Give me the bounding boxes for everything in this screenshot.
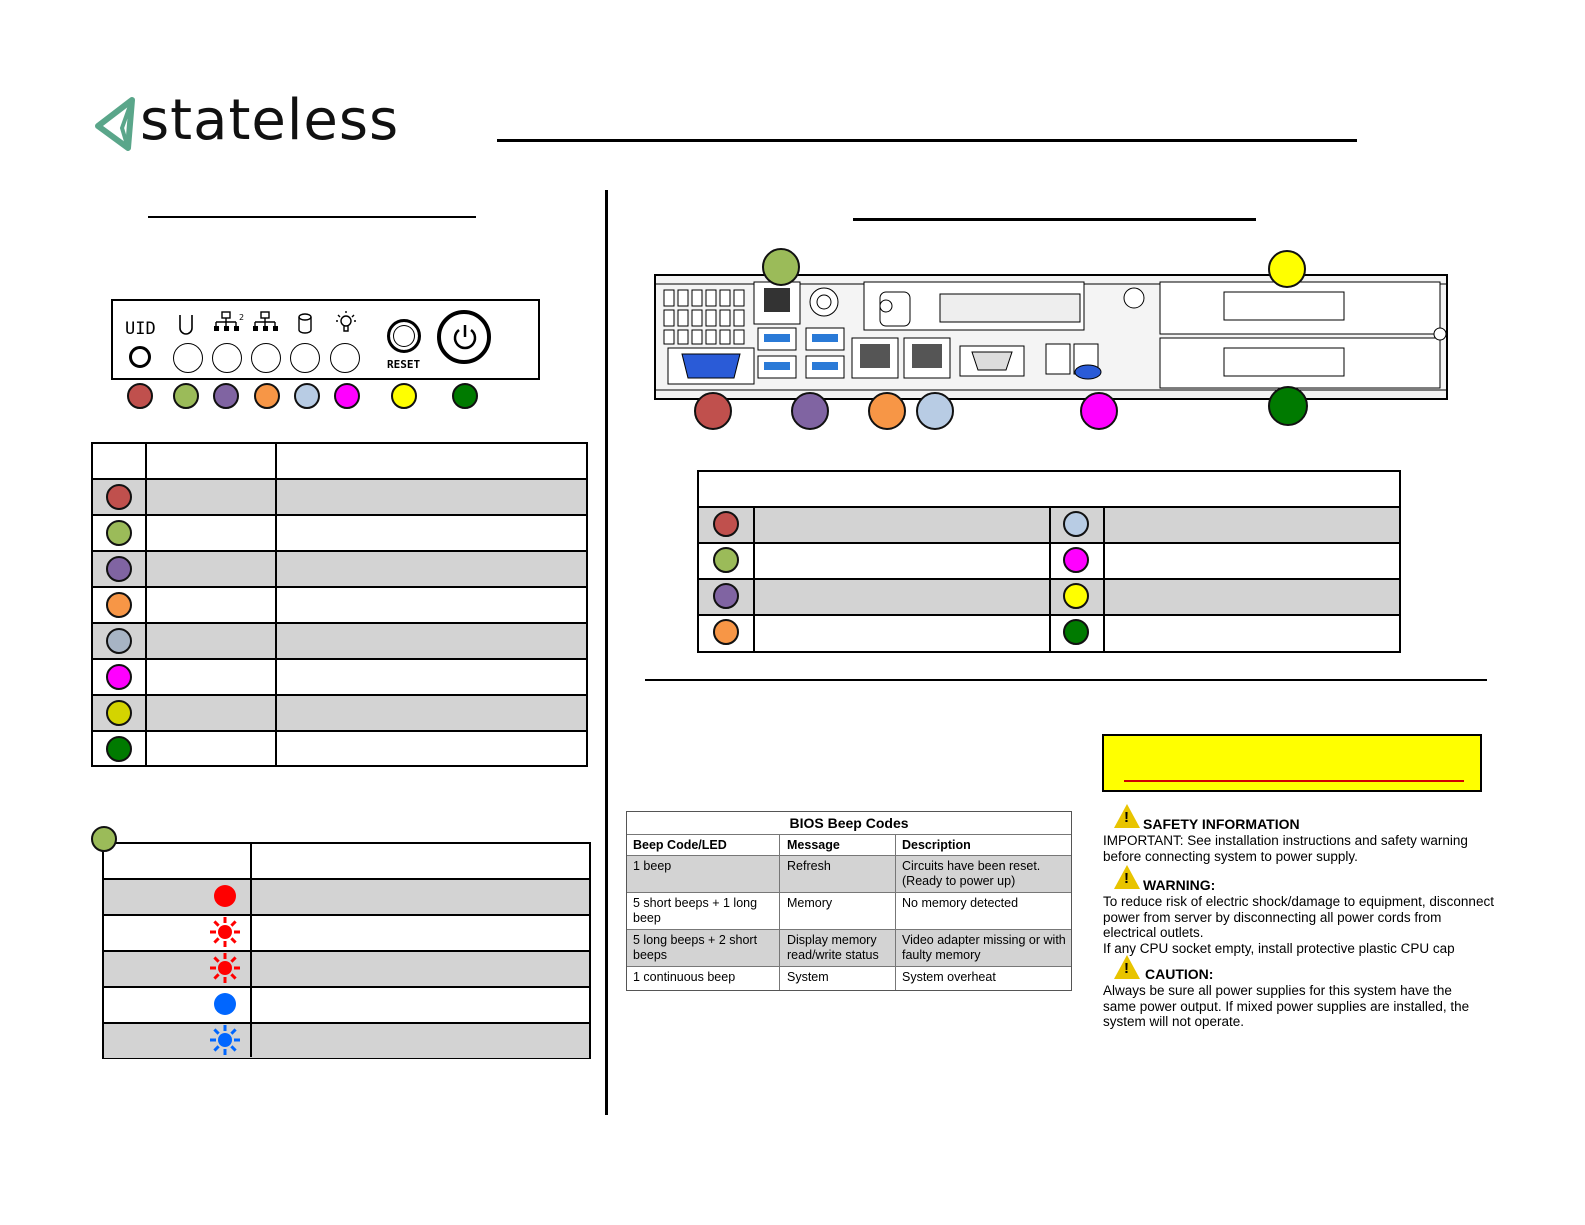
legend-row (93, 478, 586, 516)
warning-title: WARNING: (1143, 877, 1216, 893)
front-marker-dot (294, 383, 320, 409)
uid-button[interactable] (129, 346, 151, 368)
legend-color-dot (106, 700, 132, 726)
rear-marker-dot (762, 248, 800, 286)
table-column-divider (1103, 506, 1105, 651)
beep-row-message: System (787, 970, 829, 984)
rear-legend-color-dot (1063, 547, 1089, 573)
info-led-icon (333, 309, 359, 335)
table-column-divider (145, 444, 147, 765)
lan1-icon (253, 311, 283, 335)
table-column-divider (250, 844, 252, 1057)
beep-row-code: 1 continuous beep (633, 970, 736, 984)
led-row (104, 1022, 589, 1058)
warning-banner-rule (1124, 780, 1464, 782)
beep-row-description: System overheat (902, 970, 996, 984)
led-row (104, 914, 589, 950)
lan2-icon (214, 311, 244, 335)
front-marker-dot (127, 383, 153, 409)
beep-header-code: Beep Code/LED (633, 838, 727, 852)
legend-color-dot (106, 736, 132, 762)
info-led (330, 343, 360, 373)
rear-marker-dot (868, 392, 906, 430)
front-panel-legend-table (91, 442, 588, 767)
front-panel-heading-rule (148, 216, 476, 218)
hdd-led (290, 343, 320, 373)
caution-icon: ! (1114, 955, 1140, 979)
table-column-divider (1049, 506, 1051, 651)
beep-row-code: 5 long beeps + 2 short beeps (633, 933, 758, 962)
power-led (173, 343, 203, 373)
led-table-marker (91, 826, 117, 852)
beep-row-message: Refresh (787, 859, 831, 873)
legend-color-dot (106, 520, 132, 546)
rear-panel-legend-table (697, 470, 1401, 653)
front-marker-dot (173, 383, 199, 409)
led-row (104, 878, 589, 914)
warning-banner (1102, 734, 1482, 792)
beep-row-message: Memory (787, 896, 833, 910)
rear-marker-dot (791, 392, 829, 430)
caution-title: CAUTION: (1145, 966, 1214, 982)
bios-beep-codes-table (626, 811, 1072, 991)
rear-legend-color-dot (1063, 511, 1089, 537)
rear-marker-dot (916, 392, 954, 430)
legend-row (93, 550, 586, 588)
rear-marker-dot (1080, 392, 1118, 430)
legend-color-dot (106, 628, 132, 654)
rear-panel-heading-rule (853, 218, 1256, 221)
uid-label: UID (125, 319, 156, 339)
warning-icon: ! (1114, 865, 1140, 889)
front-marker-dot (391, 383, 417, 409)
power-button[interactable] (437, 310, 491, 364)
safety-info-title: SAFETY INFORMATION (1143, 816, 1300, 832)
legend-color-dot (106, 484, 132, 510)
beep-row-message: Display memory read/write status (787, 933, 879, 962)
front-marker-dot (213, 383, 239, 409)
led-row (104, 986, 589, 1022)
safety-info-text: IMPORTANT: See installation instructions and safety warning before connecting system to power supply. (1103, 833, 1468, 864)
legend-row (93, 514, 586, 552)
section-rule (645, 679, 1487, 681)
beep-row-description: No memory detected (902, 896, 1019, 910)
legend-row (93, 694, 586, 732)
beep-header-description: Description (902, 838, 971, 852)
rear-legend-color-dot (713, 547, 739, 573)
rear-legend-color-dot (713, 619, 739, 645)
front-marker-dot (254, 383, 280, 409)
power-icon (450, 322, 480, 352)
beep-row-description: Video adapter missing or with faulty memory (902, 933, 1066, 962)
warning-text: To reduce risk of electric shock/damage to equipment, disconnect power from server by disconnecting all power cords from electrical outlets. (1103, 894, 1494, 940)
rear-marker-dot (694, 392, 732, 430)
safety-warning-icon: ! (1114, 804, 1140, 828)
led-row (104, 950, 589, 986)
caution-text: Always be sure all power supplies for this system have the same power output. If mixed power supplies are installed, the system will not operate. (1103, 983, 1470, 1029)
red-solid-led-icon (214, 885, 236, 907)
rear-legend-color-dot (1063, 583, 1089, 609)
beep-row-code: 5 short beeps + 1 long beep (633, 896, 758, 925)
table-column-divider (753, 506, 755, 651)
legend-row (93, 622, 586, 660)
lan1-led (251, 343, 281, 373)
beep-row-description: Circuits have been reset. (Ready to power up) (902, 859, 1041, 888)
logo-mark-icon (92, 96, 142, 152)
rear-marker-dot (1268, 250, 1306, 288)
hdd-icon (297, 313, 313, 335)
legend-row (93, 586, 586, 624)
legend-row (93, 730, 586, 766)
reset-label: RESET (387, 358, 421, 371)
rear-legend-color-dot (713, 583, 739, 609)
reset-button[interactable] (387, 319, 421, 353)
rear-legend-color-dot (1063, 619, 1089, 645)
power-indicator-icon (177, 314, 195, 336)
warning-cpu-text: If any CPU socket empty, install protective plastic CPU cap (1103, 941, 1455, 956)
beep-table-title: BIOS Beep Codes (789, 815, 909, 831)
rear-marker-dot (1268, 386, 1308, 426)
rear-legend-color-dot (713, 511, 739, 537)
legend-color-dot (106, 556, 132, 582)
beep-row-code: 1 beep (633, 859, 672, 873)
legend-color-dot (106, 592, 132, 618)
svg-text:2: 2 (239, 313, 244, 322)
legend-row (93, 658, 586, 696)
beep-header-message: Message (787, 838, 840, 852)
column-separator (605, 190, 608, 1115)
front-control-panel (111, 299, 540, 380)
blue-blinking-led-icon (208, 1023, 242, 1057)
header-rule (497, 139, 1357, 142)
table-column-divider (275, 444, 277, 765)
front-marker-dot (452, 383, 478, 409)
blue-solid-led-icon (214, 993, 236, 1015)
led-status-table (102, 842, 591, 1059)
lan2-led (212, 343, 242, 373)
front-marker-dot (334, 383, 360, 409)
rear-panel-diagram (654, 274, 1448, 400)
brand-name: stateless (140, 88, 400, 153)
red-blinking-led-icon (208, 915, 242, 949)
red-blinking-fast-led-icon (208, 951, 242, 985)
legend-color-dot (106, 664, 132, 690)
